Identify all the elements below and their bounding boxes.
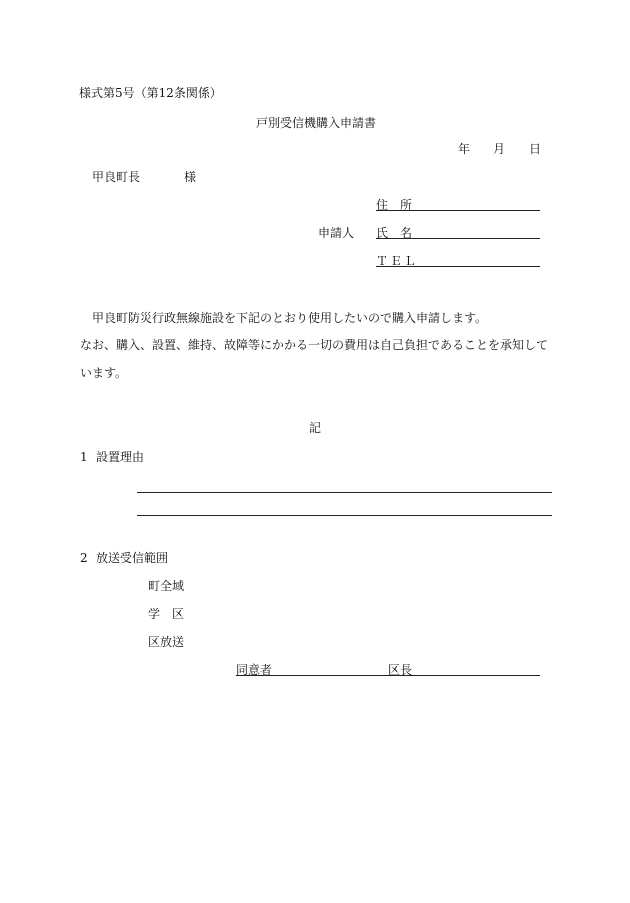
form-number: 様式第5号（第12条関係） [79, 86, 222, 100]
consent-label: 同意者 [236, 663, 273, 677]
name-label: 氏 名 [376, 226, 413, 240]
tel-underline [376, 266, 540, 267]
date-day-label: 日 [529, 142, 542, 156]
section-1-label: 設置理由 [96, 450, 145, 464]
applicant-label: 申請人 [318, 226, 355, 240]
ki-heading: 記 [309, 421, 322, 435]
tel-label: ＴＥＬ [376, 254, 419, 268]
section-2-number: 2 [80, 551, 88, 565]
address-underline [376, 210, 540, 211]
address-label: 住 所 [376, 198, 413, 212]
reason-line-1 [137, 492, 552, 493]
date-year-label: 年 [458, 142, 471, 156]
body-paragraph-2-line-1: なお、購入、設置、維持、故障等にかかる一切の費用は自己負担であることを承知して [80, 338, 549, 352]
reason-line-2 [137, 515, 552, 516]
section-2-label: 放送受信範囲 [96, 551, 169, 565]
consent-underline [236, 675, 540, 676]
district-chief-label: 区長 [388, 663, 413, 677]
body-paragraph-2-line-2: います。 [80, 366, 128, 380]
name-underline [376, 238, 540, 239]
range-option-school-district: 学 区 [148, 607, 185, 621]
date-month-label: 月 [493, 142, 506, 156]
range-option-district-broadcast: 区放送 [148, 635, 185, 649]
body-paragraph-1: 甲良町防災行政無線施設を下記のとおり使用したいので購入申請します。 [92, 311, 488, 325]
range-option-town: 町全域 [148, 579, 185, 593]
addressee-mayor: 甲良町長 [92, 170, 141, 184]
section-1-number: 1 [80, 450, 88, 464]
addressee-honorific: 様 [184, 170, 197, 184]
document-title: 戸別受信機購入申請書 [256, 116, 377, 130]
